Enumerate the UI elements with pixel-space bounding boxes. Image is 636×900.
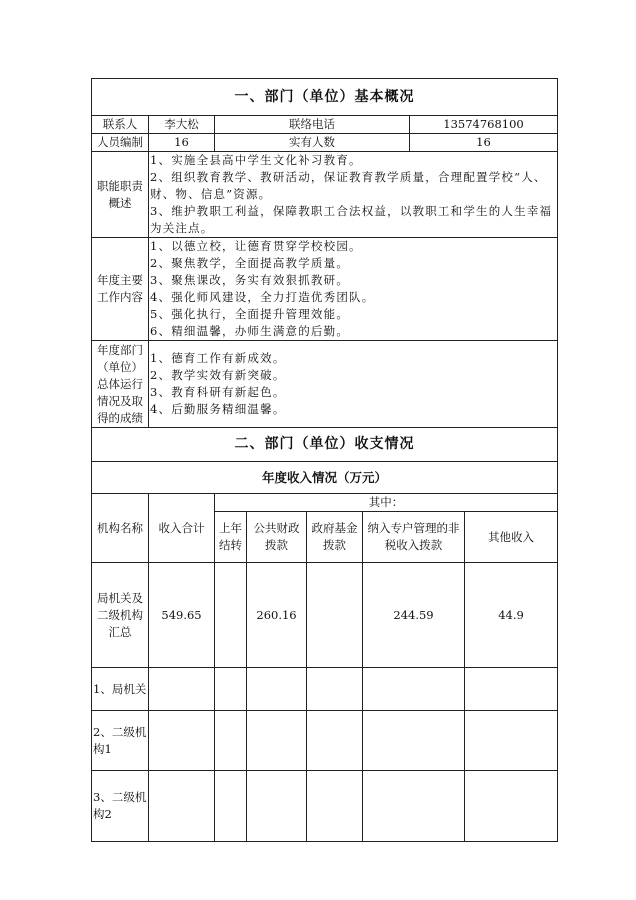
achievement-line: 1、德育工作有新成效。: [150, 351, 286, 365]
contact-name: 李大松: [149, 116, 215, 134]
work-label: 年度主要工作内容: [92, 238, 149, 341]
gov-fund: [307, 711, 363, 771]
gov-fund: [307, 563, 363, 668]
staff-quota: 16: [149, 134, 215, 152]
non-tax: [363, 711, 465, 771]
duty-line: 1、实施全县高中学生文化补习教育。: [150, 153, 362, 167]
public-finance: [247, 771, 307, 842]
phone-value: 13574768100: [410, 116, 558, 134]
income-title: 年度收入情况（万元）: [92, 462, 558, 494]
header-org: 机构名称: [92, 494, 149, 563]
table-row: [92, 711, 558, 771]
contact-label: 联系人: [92, 116, 149, 134]
public-finance: [247, 668, 307, 711]
header-gov-fund: 政府基金拨款: [307, 512, 363, 563]
header-other: 其他收入: [465, 512, 558, 563]
duty-line: 财、物、信息”资源。: [150, 187, 272, 201]
header-public-finance: 公共财政拨款: [247, 512, 307, 563]
duty-line: 3、维护教职工利益，保障教职工合法权益，以教职工和学生的人生幸福: [150, 204, 553, 218]
achievements-label: 年度部门（单位）总体运行情况及取得的成绩: [92, 341, 149, 428]
public-finance: 260.16: [247, 563, 307, 668]
work-line: 1、以德立校，让德育贯穿学校校园。: [150, 239, 362, 253]
actual-staff-label: 实有人数: [215, 134, 410, 152]
phone-label: 联络电话: [215, 116, 410, 134]
table-row: [92, 668, 558, 711]
budget-table: [91, 78, 558, 842]
other: 44.9: [465, 563, 558, 668]
work-line: 3、聚焦课改，务实有效狠抓教研。: [150, 273, 350, 287]
other: [465, 771, 558, 842]
duties-label: 职能职责概述: [92, 152, 149, 238]
work-content: [149, 238, 558, 341]
achievement-line: 3、教育科研有新起色。: [150, 385, 286, 399]
org-name: 局机关及二级机构汇总: [92, 563, 149, 668]
gov-fund: [307, 668, 363, 711]
achievements-content: [149, 341, 558, 428]
org-name: 1、局机关: [92, 668, 149, 711]
total: [149, 771, 215, 842]
carryover: [215, 563, 247, 668]
other: [465, 668, 558, 711]
work-line: 5、强化执行，全面提升管理效能。: [150, 307, 350, 321]
duty-line: 2、组织教育教学、教研活动，保证教育教学质量，合理配置学校“人、: [150, 170, 547, 184]
non-tax: 244.59: [363, 563, 465, 668]
achievement-line: 4、后勤服务精细温馨。: [150, 402, 286, 416]
header-of-which: 其中：: [215, 494, 558, 512]
non-tax: [363, 771, 465, 842]
non-tax: [363, 668, 465, 711]
duties-content: [149, 152, 558, 238]
total: [149, 668, 215, 711]
section1-title: 一、部门（单位）基本概况: [92, 79, 558, 116]
carryover: [215, 711, 247, 771]
carryover: [215, 668, 247, 711]
header-carryover: 上年结转: [215, 512, 247, 563]
table-row: [92, 771, 558, 842]
total: [149, 711, 215, 771]
carryover: [215, 771, 247, 842]
actual-staff: 16: [410, 134, 558, 152]
gov-fund: [307, 771, 363, 842]
staff-quota-label: 人员编制: [92, 134, 149, 152]
public-finance: [247, 711, 307, 771]
table-row: [92, 563, 558, 668]
achievement-line: 2、教学实效有新突破。: [150, 368, 286, 382]
work-line: 4、强化师风建设，全力打造优秀团队。: [150, 290, 375, 304]
other: [465, 711, 558, 771]
total: 549.65: [149, 563, 215, 668]
header-total: 收入合计: [149, 494, 215, 563]
work-line: 2、聚焦教学，全面提高教学质量。: [150, 256, 350, 270]
header-non-tax: 纳入专户管理的非税收入拨款: [363, 512, 465, 563]
work-line: 6、精细温馨，办师生满意的后勤。: [150, 324, 350, 338]
duty-line: 为关注点。: [150, 221, 214, 235]
section2-title: 二、部门（单位）收支情况: [92, 428, 558, 462]
org-name: 3、二级机构2: [92, 771, 149, 842]
org-name: 2、二级机构1: [92, 711, 149, 771]
